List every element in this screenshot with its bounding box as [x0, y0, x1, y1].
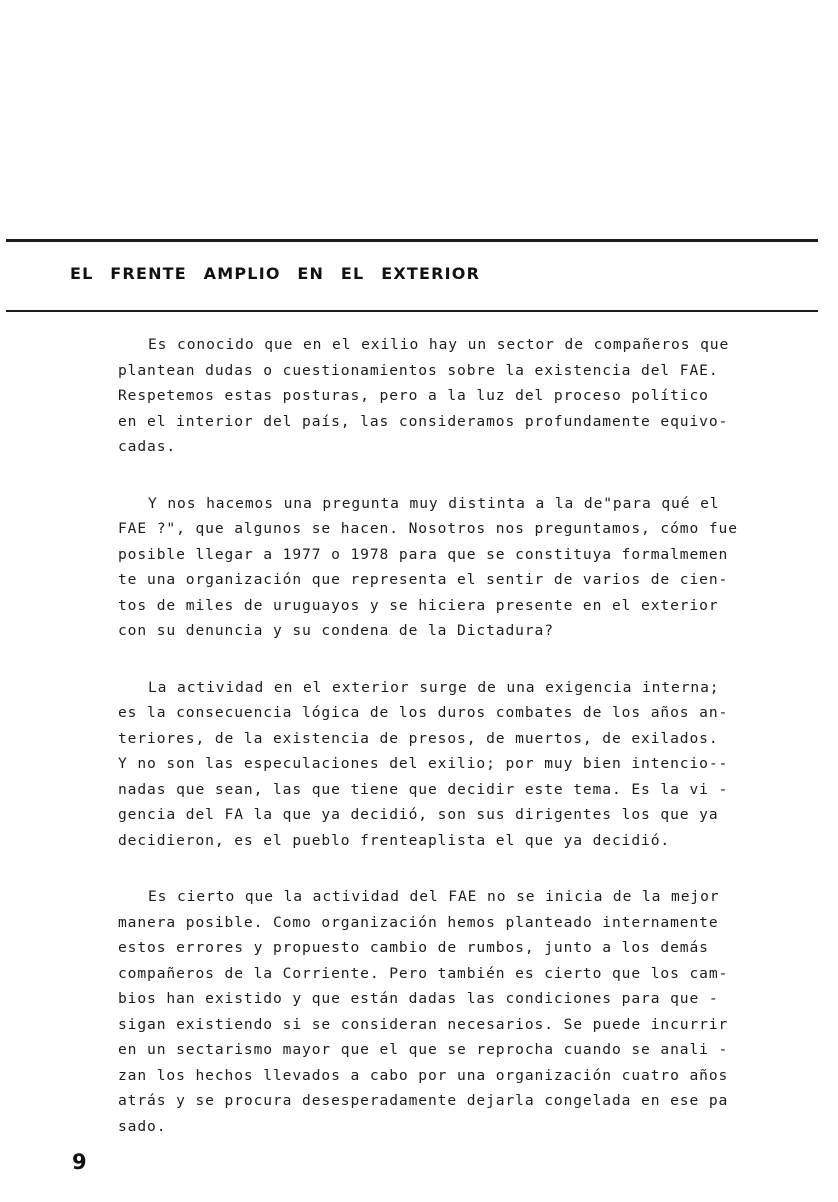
text-line: sado.	[118, 1117, 167, 1135]
paragraph	[118, 675, 808, 854]
text-line: teriores, de la existencia de presos, de muertos, de exilados.	[118, 729, 719, 747]
text-line: te una organización que representa el sentir de varios de cien-	[118, 571, 729, 588]
text-line: gencia del FA la que ya decidió, son sus dirigentes los que ya	[118, 806, 719, 823]
text-line: Y no son las especulaciones del exilio; por muy bien intencio--	[118, 755, 729, 772]
bottom-rule	[6, 310, 818, 312]
text-line: Y nos hacemos una pregunta muy distinta a la de"para qué el	[148, 494, 720, 512]
page-number: 9	[72, 1150, 87, 1174]
text-line: sigan existiendo si se consideran necesarios. Se puede incurrir	[118, 1015, 729, 1033]
text-line: nadas que sean, las que tiene que decidir este tema. Es la vi -	[118, 780, 729, 798]
text-line: cadas.	[118, 438, 177, 455]
text-line: con su denuncia y su condena de la Dictadura?	[118, 622, 554, 639]
text-line: es la consecuencia lógica de los duros combates de los años an-	[118, 704, 729, 721]
text-line: atrás y se procura desesperadamente dejarla congelada en ese pa	[118, 1092, 729, 1109]
text-line: zan los hechos llevados a cabo por una organización cuatro años	[118, 1066, 729, 1084]
top-rule	[6, 239, 818, 242]
text-line: posible llegar a 1977 o 1978 para que se constituya formalmemen	[118, 545, 729, 563]
text-line: plantean dudas o cuestionamientos sobre la existencia del FAE.	[118, 361, 719, 379]
text-line: en un sectarismo mayor que el que se reprocha cuando se anali -	[118, 1041, 729, 1058]
text-line: decidieron, es el pueblo frenteaplista el que ya decidió.	[118, 831, 671, 849]
paragraph	[118, 884, 808, 1139]
paragraph	[118, 491, 808, 644]
article-heading: EL FRENTE AMPLIO EN EL EXTERIOR	[70, 264, 481, 283]
text-line: bios han existido y que están dadas las condiciones para que -	[118, 990, 719, 1007]
text-line: FAE ?", que algunos se hacen. Nosotros nos preguntamos, cómo fue	[118, 520, 738, 537]
text-line: Es conocido que en el exilio hay un sector de compañeros que	[148, 336, 730, 353]
text-line: estos errores y propuesto cambio de rumbos, junto a los demás	[118, 939, 709, 956]
text-line: La actividad en el exterior surge de una exigencia interna;	[148, 678, 720, 696]
article-body	[118, 332, 808, 1170]
text-line: manera posible. Como organización hemos planteado internamente	[118, 913, 719, 931]
text-line: en el interior del país, las consideramos profundamente equivo-	[118, 412, 729, 430]
text-line: tos de miles de uruguayos y se hiciera presente en el exterior	[118, 596, 719, 614]
paragraph	[118, 332, 808, 460]
text-line: Respetemos estas posturas, pero a la luz del proceso político	[118, 387, 709, 404]
text-line: compañeros de la Corriente. Pero también es cierto que los cam-	[118, 964, 729, 982]
text-line: Es cierto que la actividad del FAE no se inicia de la mejor	[148, 888, 720, 905]
